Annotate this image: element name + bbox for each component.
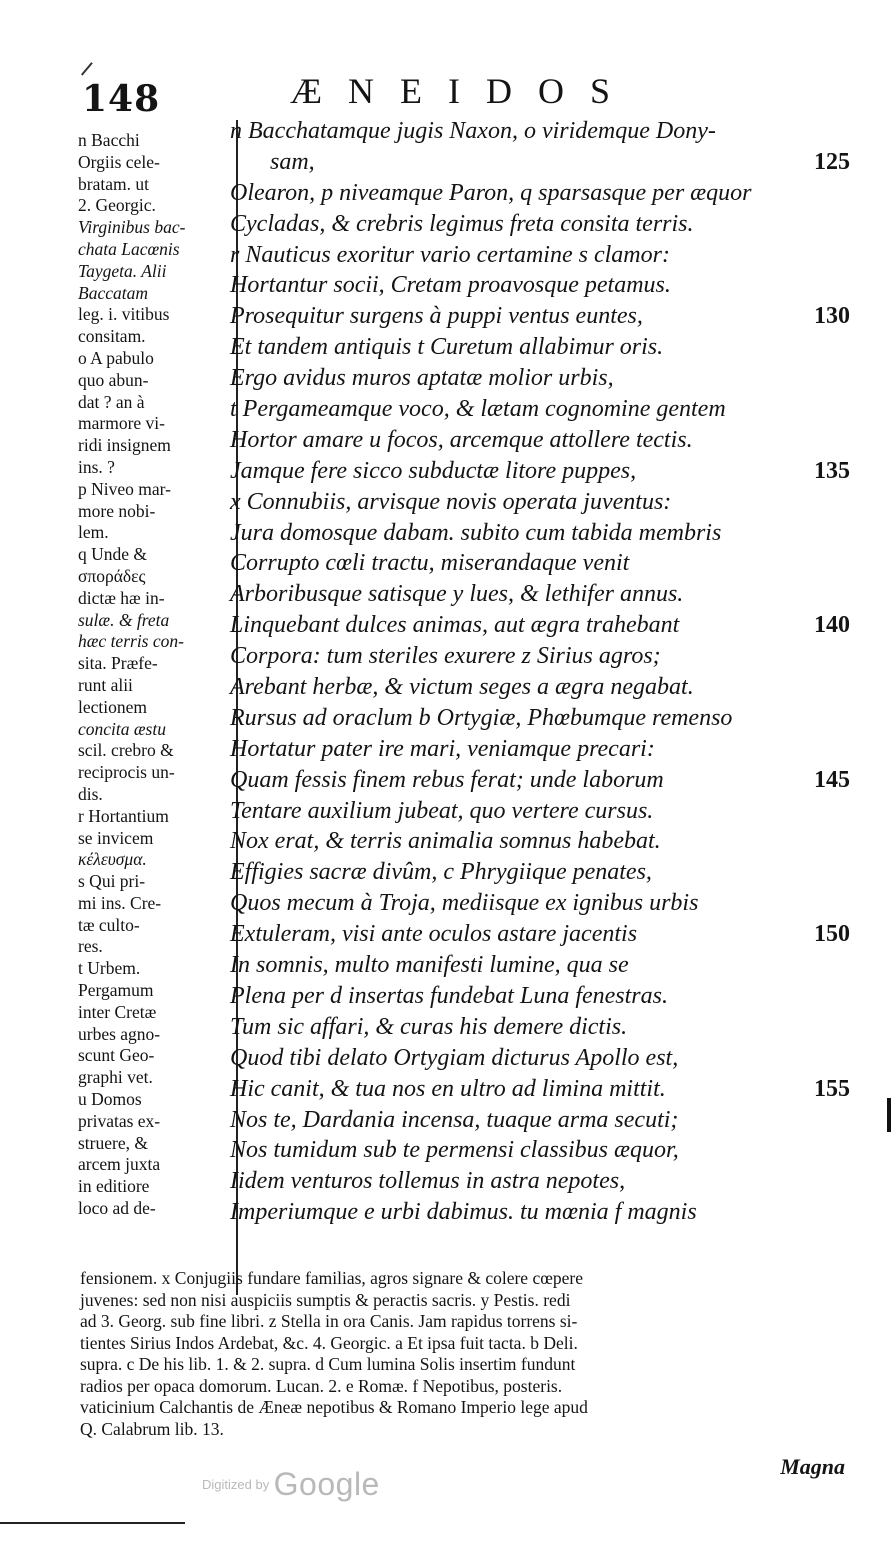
gloss-line: se invicem bbox=[78, 827, 154, 848]
footnote-line: radios per opaca domorum. Lucan. 2. e Romæ. f Nepotibus, posteris. bbox=[80, 1375, 563, 1396]
verse-line bbox=[230, 487, 850, 518]
line-number: 150 bbox=[814, 921, 850, 948]
verse-text: Linquebant dulces animas, aut ægra trahebant bbox=[230, 612, 680, 639]
gloss-line: scunt Geo- bbox=[78, 1045, 155, 1066]
verse-line bbox=[230, 796, 850, 827]
verse-text: Quam fessis finem rebus ferat; unde laborum bbox=[230, 766, 664, 793]
verse-text: Rursus ad oraclum b Ortygiæ, Phœbumque remenso bbox=[230, 704, 733, 731]
gloss-line: κέλευσμα. bbox=[78, 849, 147, 870]
gloss-line: loco ad de- bbox=[78, 1198, 156, 1219]
verse-text: Jamque fere sicco subductæ litore puppes, bbox=[230, 457, 637, 484]
verse-line bbox=[230, 1012, 850, 1043]
verse-line bbox=[230, 1166, 850, 1197]
gloss-line: σποράδες bbox=[78, 565, 146, 586]
verse-text: Tentare auxilium jubeat, quo vertere cursus. bbox=[230, 797, 654, 824]
gloss-line: ins. ? bbox=[78, 456, 115, 477]
verse-text: Imperiumque e urbi dabimus. tu mœnia f magnis bbox=[230, 1199, 697, 1226]
gloss-line: o A pabulo bbox=[78, 347, 154, 368]
verse-line bbox=[230, 1043, 850, 1074]
gloss-line: hæc terris con- bbox=[78, 631, 184, 652]
footnote-line: juvenes: sed non nisi auspiciis sumptis & peractis sacris. y Pestis. redi bbox=[80, 1289, 571, 1310]
gloss-line: consitam. bbox=[78, 326, 146, 347]
verse-text: Iidem venturos tollemus in astra nepotes, bbox=[230, 1168, 626, 1195]
verse-line bbox=[230, 363, 850, 394]
gloss-line: mi ins. Cre- bbox=[78, 892, 162, 913]
verse-line bbox=[230, 518, 850, 549]
gloss-line: dat ? an à bbox=[78, 391, 145, 412]
gloss-line: more nobi- bbox=[78, 500, 156, 521]
gloss-line: sita. Præfe- bbox=[78, 653, 158, 674]
gloss-line: dis. bbox=[78, 783, 103, 804]
verse-text: Jura domosque dabam. subito cum tabida membris bbox=[230, 519, 722, 546]
verse-line bbox=[230, 178, 850, 209]
gloss-line: reciprocis un- bbox=[78, 762, 175, 783]
gloss-line: Pergamum bbox=[78, 980, 154, 1001]
verse-text: Hortor amare u focos, arcemque attollere tectis. bbox=[230, 426, 693, 453]
gloss-line: inter Cretæ bbox=[78, 1001, 157, 1022]
verse-text: Cycladas, & crebris legimus freta consita terris. bbox=[230, 210, 694, 237]
verse-line bbox=[230, 1135, 850, 1166]
verse-text: Nos tumidum sub te permensi classibus æquor, bbox=[230, 1137, 679, 1164]
gloss-line: in editiore bbox=[78, 1176, 150, 1197]
footnote-line: vaticinium Calchantis de Æneæ nepotibus & Romano Imperio lege apud bbox=[80, 1397, 588, 1417]
gloss-line: res. bbox=[78, 936, 103, 957]
verse-text: Plena per d insertas fundebat Luna fenestras. bbox=[230, 982, 668, 1009]
gloss-line: runt alii bbox=[78, 674, 133, 695]
verse-text: Quos mecum à Troja, mediisque ex ignibus urbis bbox=[230, 890, 699, 917]
gloss-line: n Bacchi bbox=[78, 130, 140, 150]
gloss-line: arcem juxta bbox=[78, 1154, 161, 1175]
verse-text: Arboribusque satisque y lues, & lethifer annus. bbox=[230, 581, 684, 608]
verse-line bbox=[230, 332, 850, 363]
line-number: 140 bbox=[814, 612, 850, 639]
footnote-line: fensionem. x Conjugiis fundare familias, agros signare & colere cœpere bbox=[80, 1268, 583, 1288]
bottom-rule bbox=[0, 1522, 185, 1524]
gloss-line: 2. Georgic. bbox=[78, 195, 156, 216]
verse-line bbox=[230, 579, 850, 610]
verse-text: Et tandem antiquis t Curetum allabimur oris. bbox=[230, 334, 664, 361]
verse-line bbox=[230, 672, 850, 703]
verse-text: Prosequitur surgens à puppi ventus euntes, bbox=[230, 303, 643, 330]
gloss-line: dictæ hæ in- bbox=[78, 587, 165, 608]
footnote-line: supra. c De his lib. 1. & 2. supra. d Cum lumina Solis insertim fundunt bbox=[80, 1354, 576, 1374]
digitized-watermark bbox=[202, 1466, 380, 1503]
gloss-line: ridi insignem bbox=[78, 435, 171, 456]
line-number: 130 bbox=[814, 303, 850, 330]
gloss-line: leg. i. vitibus bbox=[78, 304, 170, 325]
line-number: 155 bbox=[814, 1075, 850, 1102]
footnote-line: ad 3. Georg. sub fine libri. z Stella in ora Canis. Jam rapidus torrens si- bbox=[80, 1311, 578, 1331]
watermark-brand: Google bbox=[273, 1466, 380, 1502]
verse-line bbox=[230, 950, 850, 981]
gloss-line: r Hortantium bbox=[78, 805, 169, 826]
verse-line bbox=[230, 1074, 850, 1105]
gloss-line: Baccatam bbox=[78, 282, 148, 303]
line-number: 135 bbox=[814, 457, 850, 484]
gloss-line: p Niveo mar- bbox=[78, 478, 171, 499]
verse-line bbox=[230, 641, 850, 672]
gloss-line: concita æstu bbox=[78, 718, 166, 739]
gloss-line: quo abun- bbox=[78, 369, 149, 390]
verse-line bbox=[230, 765, 850, 796]
footnote-line: tientes Sirius Indos Ardebat, &c. 4. Georgic. a Et ipsa fuit tacta. b Deli. bbox=[80, 1332, 578, 1353]
gloss-line: tæ culto- bbox=[78, 914, 140, 935]
gloss-line: t Urbem. bbox=[78, 958, 141, 979]
gloss-line: Virginibus bac- bbox=[78, 217, 186, 238]
gloss-line: sulæ. & freta bbox=[78, 609, 170, 630]
gloss-line: Orgiis cele- bbox=[78, 151, 160, 172]
verse-text: n Bacchatamque jugis Naxon, o viridemque Dony- bbox=[230, 118, 716, 144]
line-number: 125 bbox=[814, 148, 850, 175]
verse-text: sam, bbox=[270, 148, 315, 175]
running-head: ÆNEIDOS bbox=[290, 71, 637, 111]
verse-text: r Nauticus exoritur vario certamine s clamor: bbox=[230, 241, 670, 268]
verse-line bbox=[230, 425, 850, 456]
verse-text: Quod tibi delato Ortygiam dicturus Apollo est, bbox=[230, 1044, 679, 1071]
verse-line bbox=[230, 703, 850, 734]
verse-line bbox=[230, 826, 850, 857]
gloss-line: marmore vi- bbox=[78, 413, 165, 434]
verse-text: In somnis, multo manifesti lumine, qua se bbox=[230, 952, 629, 979]
verse-text: x Connubiis, arvisque novis operata juventus: bbox=[230, 488, 672, 515]
verse-line bbox=[230, 270, 850, 301]
gloss-line: Taygeta. Alii bbox=[78, 260, 167, 281]
verse-text: Hortatur pater ire mari, veniamque precari: bbox=[230, 735, 655, 762]
verse-line bbox=[230, 888, 850, 919]
gloss-line: lem. bbox=[78, 522, 109, 543]
page-number: 148 bbox=[82, 78, 161, 120]
verse-text: Nox erat, & terris animalia somnus habebat. bbox=[230, 828, 661, 855]
verse-line bbox=[230, 548, 850, 579]
verse-text: Corpora: tum steriles exurere z Sirius agros; bbox=[230, 643, 661, 670]
gloss-line: lectionem bbox=[78, 696, 148, 717]
gloss-line: urbes agno- bbox=[78, 1023, 161, 1044]
verse-text: t Pergameamque voco, & lætam cognomine gentem bbox=[230, 396, 726, 423]
gloss-line: struere, & bbox=[78, 1132, 148, 1153]
catchword: Magna bbox=[780, 1454, 845, 1479]
line-number: 145 bbox=[814, 766, 850, 793]
verse-line bbox=[230, 1197, 850, 1228]
gloss-line: privatas ex- bbox=[78, 1110, 161, 1131]
verse-line bbox=[230, 734, 850, 765]
footnotes bbox=[80, 1268, 850, 1440]
verse-line bbox=[230, 116, 850, 147]
verse-text: Arebant herbæ, & victum seges a ægra negabat. bbox=[230, 674, 694, 701]
verse-line bbox=[230, 919, 850, 950]
verse-line bbox=[230, 209, 850, 240]
verse-text: Effigies sacræ divûm, c Phrygiique penates, bbox=[230, 859, 652, 886]
verse-line bbox=[230, 857, 850, 888]
verse-line bbox=[230, 240, 850, 271]
gloss-line: s Qui pri- bbox=[78, 871, 146, 892]
verse-line bbox=[230, 394, 850, 425]
verse-text: Extuleram, visi ante oculos astare jacentis bbox=[230, 921, 638, 948]
verse-line bbox=[230, 301, 850, 332]
verse-text: Corrupto cœli tractu, miserandaque venit bbox=[230, 550, 630, 577]
verse-text: Nos te, Dardania incensa, tuaque arma secuti; bbox=[230, 1106, 679, 1133]
gloss-line: scil. crebro & bbox=[78, 740, 174, 761]
verse-text: Ergo avidus muros aptatæ molior urbis, bbox=[230, 365, 614, 392]
verse-line bbox=[230, 456, 850, 487]
marginal-gloss bbox=[78, 130, 223, 1220]
verse-line bbox=[230, 147, 850, 178]
gloss-line: u Domos bbox=[78, 1089, 142, 1110]
watermark-prefix: Digitized by bbox=[202, 1477, 270, 1492]
verse-line bbox=[230, 610, 850, 641]
verse-text: Hic canit, & tua nos en ultro ad limina mittit. bbox=[230, 1075, 666, 1102]
gloss-line: chata Lacœnis bbox=[78, 238, 180, 259]
gloss-line: graphi vet. bbox=[78, 1067, 153, 1088]
edge-mark bbox=[887, 1098, 891, 1132]
verse-line bbox=[230, 981, 850, 1012]
gloss-line: q Unde & bbox=[78, 544, 148, 565]
verse-column bbox=[230, 116, 850, 1228]
verse-text: Hortantur socii, Cretam proavosque petamus. bbox=[230, 272, 671, 299]
verse-text: Olearon, p niveamque Paron, q sparsasque per æquor bbox=[230, 179, 752, 206]
gloss-line: bratam. ut bbox=[78, 173, 149, 194]
verse-line bbox=[230, 1105, 850, 1136]
verse-text: Tum sic affari, & curas his demere dictis. bbox=[230, 1013, 628, 1040]
footnote-line: Q. Calabrum lib. 13. bbox=[80, 1418, 224, 1439]
